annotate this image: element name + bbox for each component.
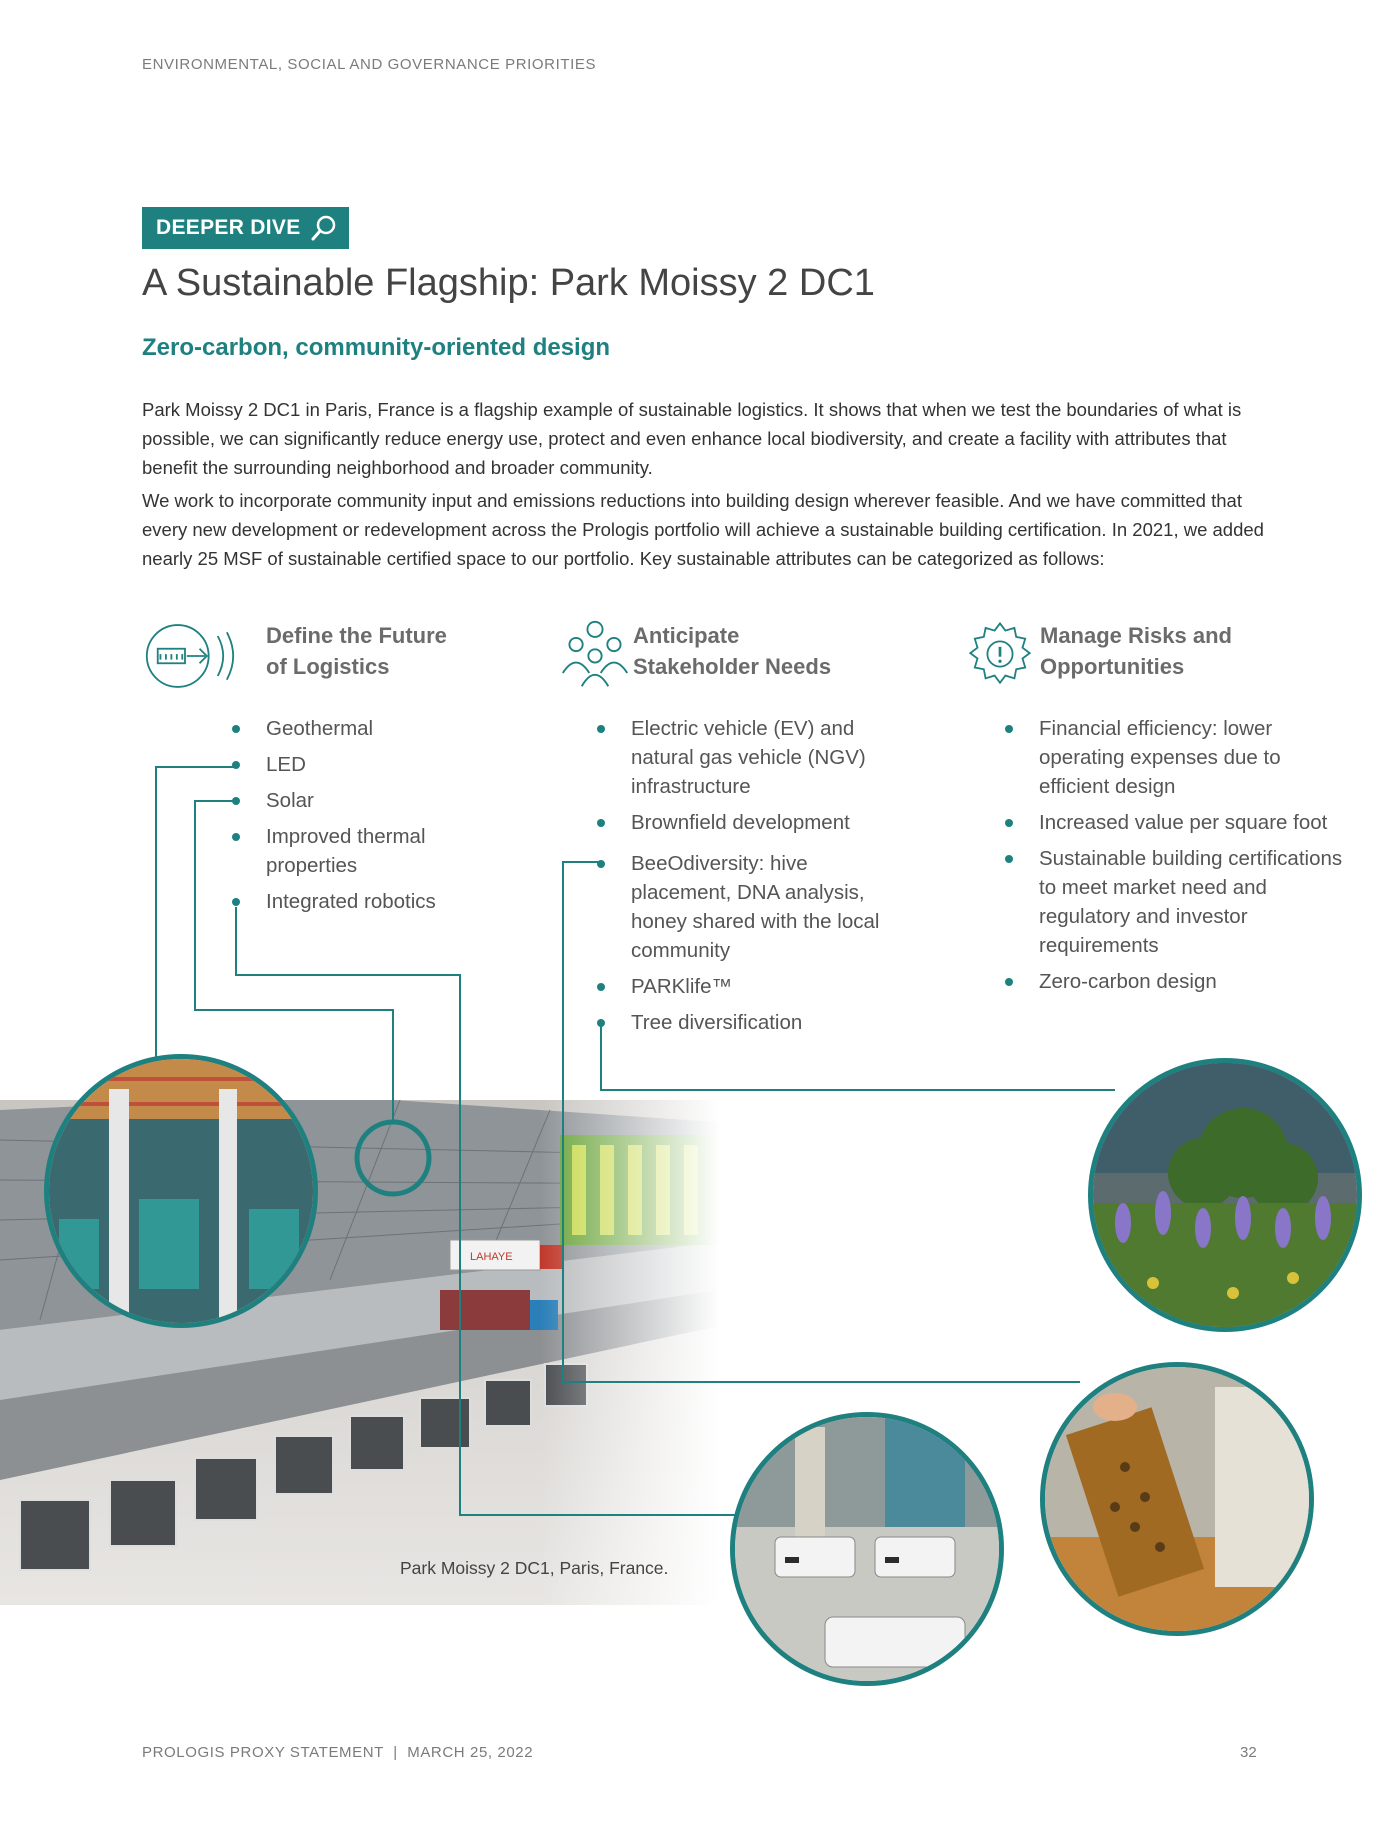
list-item: Improved thermal properties [232, 822, 492, 880]
list-item: LED [232, 750, 492, 779]
beekeeping-photo [1040, 1362, 1314, 1636]
list-item: Solar [232, 786, 492, 815]
page-subtitle: Zero-carbon, community-oriented design [142, 334, 611, 361]
column-heading-line: Define the Future [266, 623, 447, 648]
robotics-interior-photo [44, 1054, 318, 1328]
column-heading-line: Manage Risks and [1040, 623, 1232, 648]
list-item: BeeOdiversity: hive placement, DNA analysis, honey shared with the local community [597, 849, 887, 965]
list-item: Integrated robotics [232, 887, 492, 916]
photo-caption: Park Moissy 2 DC1, Paris, France. [400, 1558, 669, 1578]
column-heading-line: Stakeholder Needs [633, 654, 832, 679]
list-item: Geothermal [232, 714, 492, 743]
warehouse-robots-photo [730, 1412, 1004, 1686]
list-item: Zero-carbon design [1005, 967, 1350, 996]
list-item: Sustainable building certifications to meet market need and regulatory and investor requirements [1005, 844, 1350, 960]
page-number: 32 [1240, 1744, 1257, 1761]
intro-paragraph: Park Moissy 2 DC1 in Paris, France is a flagship example of sustainable logistics. It shows that when we test the boundaries of what is possible, we can significantly reduce energy use, protect and even enhance local biodiversity, and create a facility with attributes that benefit the surrounding neighborhood and broader community. [142, 399, 1242, 478]
list-item: Increased value per square foot [1005, 808, 1350, 837]
column-heading-line: Opportunities [1040, 654, 1185, 679]
section-header: ENVIRONMENTAL, SOCIAL AND GOVERNANCE PRIORITIES [142, 56, 597, 73]
column-heading-line: of Logistics [266, 654, 390, 679]
pollinator-garden-photo [1088, 1058, 1362, 1332]
commitment-paragraph: We work to incorporate community input and emissions reductions into building design wherever feasible. And we have committed that every new development or redevelopment across the Prologis portfolio will achieve a sustainable building certification. In 2021, we added nearly 25 MSF of sustainable certified space to our portfolio. Key sustainable attributes can be categorized as follows: [142, 490, 1264, 569]
page-title: A Sustainable Flagship: Park Moissy 2 DC1 [142, 262, 875, 304]
list-item: Electric vehicle (EV) and natural gas vehicle (NGV) infrastructure [597, 714, 887, 801]
list-item: Brownfield development [597, 808, 887, 837]
list-item: PARKlife™ [597, 972, 887, 1001]
tag-label: DEEPER DIVE [156, 216, 301, 239]
footer-document-title: PROLOGIS PROXY STATEMENT | MARCH 25, 2022 [142, 1744, 534, 1761]
list-item: Financial efficiency: lower operating expenses due to efficient design [1005, 714, 1350, 801]
column-heading-line: Anticipate [633, 623, 740, 648]
list-item: Tree diversification [597, 1008, 887, 1037]
